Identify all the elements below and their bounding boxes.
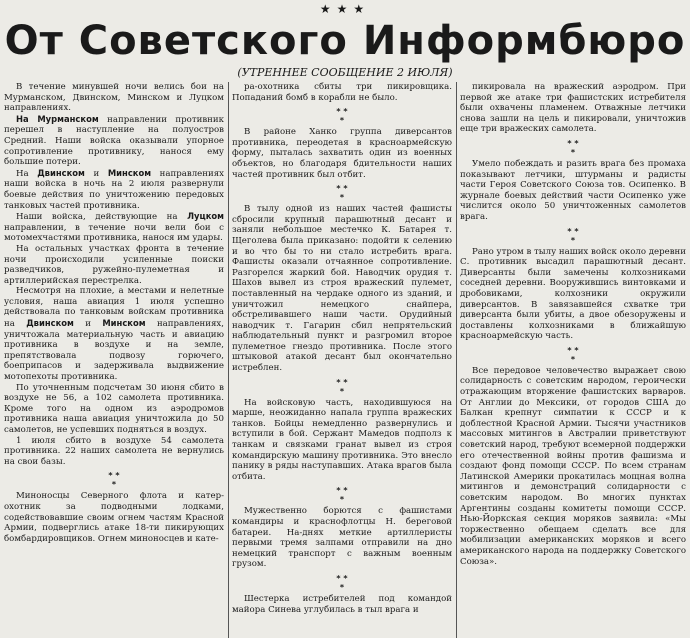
section-separator: * * *: [336, 486, 348, 505]
section-separator: * * *: [567, 226, 579, 245]
section-separator: * * *: [336, 184, 348, 203]
text-span: и: [84, 168, 108, 179]
text-span: направлении противник перешел в наступление на полуостров Средний. Наши войска оказывали упорное сопротивление противнику, нанося ему большие потери.: [4, 114, 224, 168]
text-span: направлении, в течение ночи вели бои с мотомехчастями противника, нанося им удары.: [4, 222, 224, 244]
paragraph: Все передовое человечество выражает свою солидарность с советским народом, героически отражающим вторжение фашистских варваров. От Англии до Мексики, от городов США до Балкан крепнут симпатии к СССР и к доблестной Красной Армии. Тысячи участников массовых митингов в Австралии приветствуют советский народ, требуют всемерной поддержки его отечественной войны против фашизма и создают фонд помощи СССР. По всем странам Латинской Америки прокатилась мощная волна митингов и демонстраций солидарности с советским народом. Во многих пунктах Аргентины созданы комитеты помощи СССР. Нью-Йоркская секция моряков заявила: «Мы торжественно обещаем сделать все для мобилизации американских моряков и всего американского народа на поддержку Советского Союза».: [460, 365, 686, 567]
headline: От Советского Информбюро: [4, 18, 686, 64]
paragraph: 1 июля сбито в воздухе 54 самолета противника. 22 наших самолета не вернулись на свои базы.: [4, 435, 224, 467]
bold-direction: Луцком: [187, 211, 224, 222]
subheadline: (УТРЕННЕЕ СООБЩЕНИЕ 2 ИЮЛЯ): [237, 66, 453, 79]
text-span: направлениях, уничтожала материальную часть и авиацию противника в воздухе и на земле, препятствовала подвозу горючего, боеприпасов и задерживала выдвижение мотопехоты противника.: [4, 319, 224, 383]
paragraph: В тылу одной из наших частей фашисты сбросили крупный парашютный десант и заняли небольшое местечко К. Батарея т. Щеголева была приказано: подойти к селению и во что бы то ни стало истребить врага. Фашисты оказали отчаянное сопротивление. Разгорелся жаркий бой. Наводчик орудия т. Шахов вывел из строя вражеский пулемет, поставленный на чердаке одного из зданий, и уничтожил немецкого снайпера, обстреливавшего наши части. Орудийный наводчик т. Гагарин сбил непрятельский наблюдательный пункт и разгромил второе пулеметное гнездо противника. После этого штыковой атакой десант был окончательно истреблен.: [232, 204, 452, 374]
paragraph: Шестерка истребителей под командой майора Синева углубилась в тыл врага и: [232, 593, 452, 615]
paragraph: Умело побеждать и разить врага без промаха показывают летчики, штурманы и радисты части Героя Советского Союза тов. Осипенко. В журнале боевых действий части Осипенко уже числится около 50 уничтоженных самолетов врага.: [460, 158, 686, 222]
paragraph: В течение минувшей ночи велись бои на Мурманском, Двинском, Минском и Луцком направлениях.: [4, 82, 224, 114]
paragraph: [4, 286, 224, 382]
paragraph: Рано утром в тылу наших войск около деревни С. противник высадил парашютный десант. Диверсанты были замечены колхозниками соседней деревни. Вооружившись винтовками и дробовиками, колхозники окружили диверсантов. В завязавшейся схватке три диверсанта были убиты, а двое обезоружены и доставлены колхозниками в ближайшую красноармейскую часть.: [460, 246, 686, 342]
bold-direction: Двинском: [37, 167, 85, 178]
paragraph: [4, 211, 224, 244]
text-span: направлениях наши войска в ночь на 2 июля развернули боевые действия по уничтожению передовых танковых частей противника.: [4, 168, 224, 211]
bold-direction: Минском: [107, 167, 152, 178]
column-1: [4, 82, 224, 638]
section-separator: * * *: [567, 138, 579, 157]
text-span: На: [16, 168, 38, 179]
column-3: [460, 82, 686, 638]
column-2: [232, 82, 452, 638]
article-columns: [0, 82, 690, 638]
text-span: и: [73, 319, 103, 330]
section-separator: * * *: [108, 471, 120, 490]
paragraph: По уточненным подсчетам 30 июня сбито в воздухе не 56, а 102 самолета противника. Кроме того на одном из аэродромов противника наша авиация уничтожила до 50 самолетов, не успевших подняться в воздух.: [4, 382, 224, 435]
bold-direction: Двинском: [26, 318, 74, 329]
paragraph: Миноносцы Северного флота и катер-охотник за подводными лодками, содействовавшие своим огнем частям Красной Армии, подверглись атаке 18-ти пикирующих бомбардировщиков. Огнем миноносцев и кате-: [4, 491, 224, 544]
paragraph: На войсковую часть, находившуюся на марше, неожиданно напала группа вражеских танков. Бойцы немедленно развернулись и вступили в бой. Сержант Мамедов подполз к танкам и связками гранат вывел из строя командирскую машину противника. Это внесло панику в ряды наступавших. Атака врагов была отбита.: [232, 397, 452, 482]
bold-direction: Минском: [102, 318, 146, 329]
bold-direction: На Мурманском: [16, 113, 99, 124]
paragraph: [4, 114, 224, 168]
section-separator: * * *: [567, 345, 579, 364]
text-span: Наши войска, действующие на: [16, 212, 188, 223]
paragraph: [4, 168, 224, 211]
section-separator: * * *: [336, 377, 348, 396]
section-separator: * * *: [336, 107, 348, 126]
paragraph: ра-охотника сбиты три пикировщика. Попаданий бомб в корабли не было.: [232, 82, 452, 103]
section-separator: * * *: [336, 573, 348, 592]
paragraph: Мужественно борются с фашистами командиры и краснофлотцы Н. береговой батареи. На-днях меткие артиллеристы первыми тремя залпами отправили на дно немецкий транспорт с важным военным грузом.: [232, 506, 452, 570]
paragraph: В районе Ханко группа диверсантов противника, переодетая в красноармейскую форму, пыталась захватить один из военных объектов, но благодаря бдительности наших частей противник был отбит.: [232, 127, 452, 180]
decorative-stars: ★★★: [319, 2, 371, 16]
paragraph: На остальных участках фронта в течение ночи происходили усиленные поиски разведчиков, ружейно-пулеметная и артиллерийская перестрелка.: [4, 243, 224, 286]
text-span: Несмотря на плохие, а местами и нелетные условия, наша авиация 1 июля успешно действовала по танковым войскам противника на: [4, 286, 224, 330]
paragraph: пикировала на вражеский аэродром. При первой же атаке три фашистских истребителя были охвачены пламенем. Отважные летчики снова зашли на цель и пикировали, уничтожив еще три вражеских самолета.: [460, 82, 686, 135]
